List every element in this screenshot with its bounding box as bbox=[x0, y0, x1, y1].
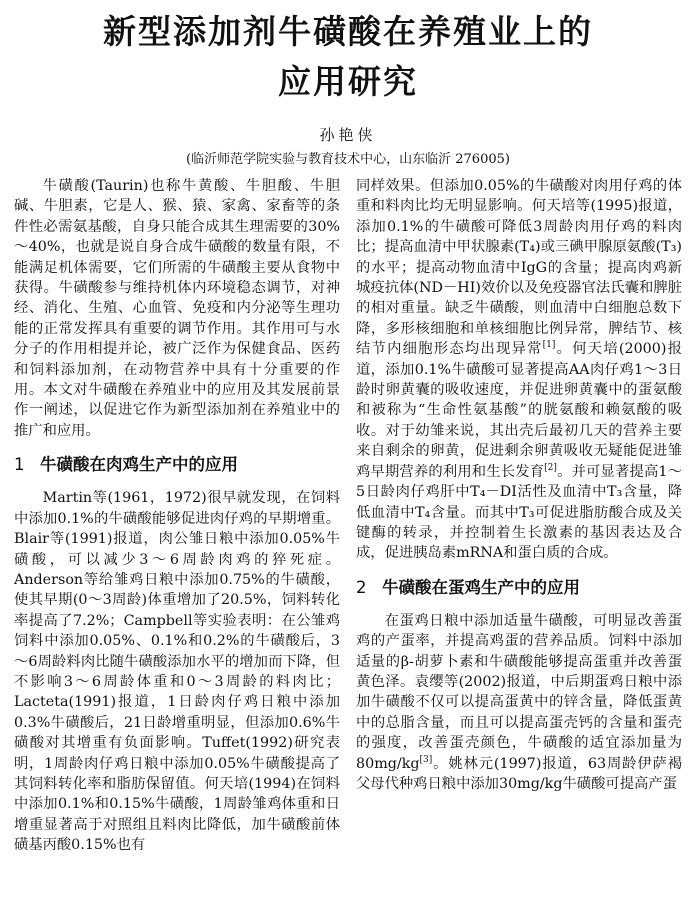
affiliation: (临沂师范学院实验与教育技术中心，山东临沂 276005) bbox=[186, 152, 510, 167]
section2-number: 2 bbox=[356, 577, 367, 597]
section1-paragraph bbox=[14, 488, 340, 855]
section2-text: 在蛋鸡日粮中添加适量牛磺酸，可明显改善蛋鸡的产蛋率，并提高鸡蛋的营养品质。饲料中添加适量的β-胡萝卜素和牛磺酸能够提高蛋重并改善蛋黄色泽。袁缨等(2002)报道，中后期蛋鸡日粮中添加牛磺酸不仅可以提高蛋黄中的锌含量，降低蛋黄中的总脂含量，而且可以提高蛋壳钙的含量和蛋壳的强度，改善蛋壳颜色，牛磺酸的适宜添加量为80mg/kg bbox=[356, 612, 682, 772]
title-line2: 应用研究 bbox=[278, 62, 418, 101]
author: 孙艳侠 bbox=[319, 126, 377, 144]
section1-continued bbox=[356, 176, 682, 564]
section2-paragraph bbox=[356, 611, 682, 795]
section2-heading bbox=[356, 576, 682, 600]
title-line1: 新型添加剂牛磺酸在养殖业上的 bbox=[103, 12, 593, 51]
citation-ref2[interactable]: [2] bbox=[544, 462, 557, 473]
section1-text-cont-b: 。何天培(2000)报道，添加0.1%牛磺酸可显著提高AA肉仔鸡1～3日龄时卵黄囊的吸收速度，并促进卵黄囊中的蛋氨酸和被称为“生命性氨基酸”的胱氨酸和赖氨酸的吸收。对于幼雏来说，其出壳后最初几天的营养主要来自剩余的卵黄，促进剩余卵黄吸收无疑能促进雏鸡早期营养的利用和生长发育 bbox=[356, 341, 682, 480]
intro-paragraph: 牛磺酸(Taurin)也称牛黄酸、牛胆酸、牛胆碱、牛胆素，它是人、猴、猿、家禽、家畜等的条件性必需氨基酸，自身只能合成其生理需要的30%～40%，也就是说自身合成牛磺酸的数量有限，不能满足机体需要，它们所需的牛磺酸主要从食物中获得。牛磺酸参与维持机体内环境稳态调节，对神经、消化、生殖、心血管、免疫和内分泌等生理功能的正常发挥具有重要的调节作用。其作用可与水分子的作用相提并论，被广泛作为保健食品、医药和饲料添加剂，在动物营养中具有十分重要的作用。本文对牛磺酸在养殖业中的应用及其发展前景作一阐述，以促进它作为新型添加剂在养殖业中的推广和应用。 bbox=[14, 178, 340, 439]
section1-heading bbox=[14, 453, 340, 477]
section2-text-tail: 。姚林元(1997)报道，63周龄伊萨褐父母代种鸡日粮中添加30mg/kg牛磺酸可提高产蛋 bbox=[356, 755, 682, 792]
section1-number: 1 bbox=[14, 455, 25, 475]
left-column bbox=[14, 176, 340, 856]
citation-ref1[interactable]: [1] bbox=[542, 340, 556, 351]
right-column bbox=[356, 176, 682, 794]
section1-text-cont-c: 。并可显著提高1～5日龄肉仔鸡肝中T₄－DI活性及血清中T₃含量，降低血清中T₄含量。而其中T₃可促进脂肪酸合成及关键酶的转录，并控制着生长激素的基因表达及合成，促进胰岛素mRNA和蛋白质的合成。 bbox=[356, 463, 682, 562]
section2-title: 牛磺酸在蛋鸡生产中的应用 bbox=[382, 577, 580, 597]
section1-text-cont-a: 同样效果。但添加0.05%的牛磺酸对肉用仔鸡的体重和料肉比均无明显影响。何天培等(1995)报道，添加0.1%的牛磺酸可降低3周龄肉用仔鸡的料肉比；提高血清中甲状腺素(T₄)或三碘甲腺原氨酸(T₃)的水平；提高动物血清中IgG的含量；提高肉鸡新城疫抗体(ND－HI)效价以及免疫器官法氏囊和脾脏的相对重量。缺乏牛磺酸，则血清中白细胞总数下降，多形核细胞和单核细胞比例异常，脾结节、核结节内细胞形态均出现异常 bbox=[356, 178, 682, 358]
section1-text: Martin等(1961，1972)很早就发现，在饲料中添加0.1%的牛磺酸能够促进肉仔鸡的早期增重。Blair等(1991)报道，肉公雏日粮中添加0.05%牛磺酸，可以减少3～6周龄肉鸡的猝死症。Anderson等给雏鸡日粮中添加0.75%的牛磺酸，使其早期(0～3周龄)体重增加了20.5%，饲料转化率提高了7.2%；Campbell等实验表明：在公雏鸡饲料中添加0.05%、0.1%和0.2%的牛磺酸后，3～6周龄料肉比随牛磺酸添加水平的增加而下降，但不影响3～6周龄体重和0～3周龄的料肉比；Lacteta(1991)报道，1日龄肉仔鸡日粮中添加0.3%牛磺酸后，21日龄增重明显，但添加0.6%牛磺酸对其增重有负面影响。Tuffet(1992)研究表明，1周龄肉仔鸡日粮中添加0.05%牛磺酸提高了其饲料转化率和脂肪保留值。何天培(1994)在饲料中添加0.1%和0.15%牛磺酸，1周龄雏鸡体重和日增重显著高于对照组且料肉比降低，加牛磺酸前体磺基丙酸0.15%也有 bbox=[14, 490, 341, 854]
section1-title: 牛磺酸在肉鸡生产中的应用 bbox=[40, 455, 238, 475]
citation-ref3[interactable]: [3] bbox=[419, 754, 433, 765]
